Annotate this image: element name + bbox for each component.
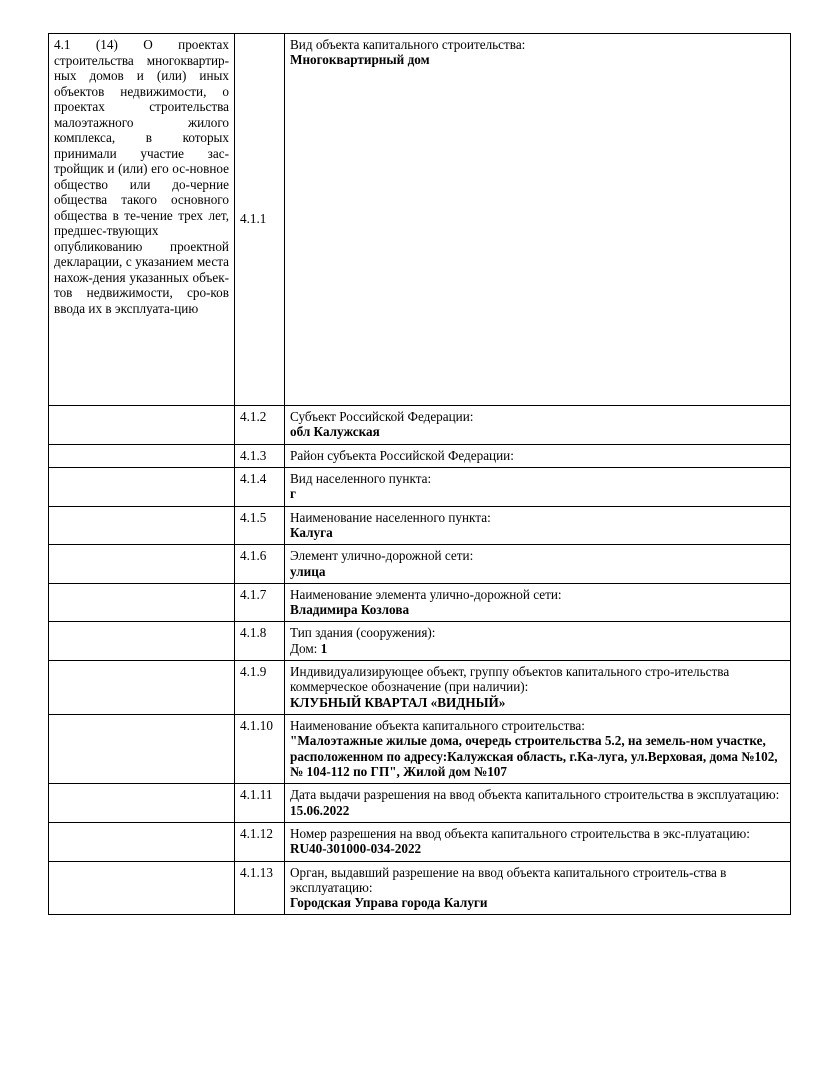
row-label: Тип здания (сооружения): xyxy=(290,625,436,641)
table-row xyxy=(49,661,791,715)
row-label: Субъект Российской Федерации: xyxy=(290,409,474,424)
row-label: Орган, выдавший разрешение на ввод объекта капитального строитель-ства в эксплуатацию: xyxy=(290,864,727,895)
row-content xyxy=(285,506,791,545)
row-code: 4.1.13 xyxy=(235,861,285,915)
table-row xyxy=(49,583,791,622)
table-row xyxy=(49,715,791,784)
declaration-table xyxy=(48,33,791,915)
row-value: улица xyxy=(290,563,326,579)
row-code: 4.1.8 xyxy=(235,622,285,661)
table-row xyxy=(49,467,791,506)
row-value: RU40-301000-034-2022 xyxy=(290,841,422,857)
table-row xyxy=(49,506,791,545)
row-value: Калуга xyxy=(290,524,333,540)
row-value-prefix: Дом: xyxy=(290,640,321,656)
empty-cell xyxy=(49,583,235,622)
empty-cell xyxy=(49,715,235,784)
row-content xyxy=(285,444,791,467)
table-row xyxy=(49,861,791,915)
row-code: 4.1.6 xyxy=(235,545,285,584)
table-row xyxy=(49,622,791,661)
row-content xyxy=(285,622,791,661)
empty-cell xyxy=(49,506,235,545)
row-content xyxy=(285,822,791,861)
row-label: Район субъекта Российской Федерации: xyxy=(290,447,514,463)
row-label: Дата выдачи разрешения на ввод объекта капитального строительства в эксплуатацию: xyxy=(290,787,780,803)
empty-cell xyxy=(49,444,235,467)
row-content xyxy=(285,715,791,784)
row-content xyxy=(285,661,791,715)
table-row xyxy=(49,444,791,467)
row-code: 4.1.3 xyxy=(235,444,285,467)
row-value: Владимира Козлова xyxy=(290,602,410,618)
row-code: 4.1.2 xyxy=(235,406,285,445)
table-row xyxy=(49,34,791,406)
row-content xyxy=(285,467,791,506)
row-label: Вид населенного пункта: xyxy=(290,470,432,486)
row-value: Городская Управа города Калуги xyxy=(290,895,488,911)
row-content xyxy=(285,545,791,584)
table-row xyxy=(49,406,791,445)
row-code: 4.1.7 xyxy=(235,583,285,622)
empty-cell xyxy=(49,784,235,823)
row-code: 4.1.10 xyxy=(235,715,285,784)
table-row xyxy=(49,545,791,584)
row-code: 4.1.12 xyxy=(235,822,285,861)
empty-cell xyxy=(49,861,235,915)
row-value: "Малоэтажные жилые дома, очередь строительства 5.2, на земель-ном участке, расположенном по адресу:Калужская область, г.Ка-луга, ул.Верховая, дома №102, № 104-112 по ГП", Жилой дом №107 xyxy=(290,733,778,779)
empty-cell xyxy=(49,467,235,506)
row-value-inline xyxy=(290,641,785,656)
row-value: г xyxy=(290,486,296,502)
empty-cell xyxy=(49,545,235,584)
row-content xyxy=(285,784,791,823)
table-row xyxy=(49,784,791,823)
empty-cell xyxy=(49,661,235,715)
row-content xyxy=(285,34,791,406)
row-content xyxy=(285,861,791,915)
row-label: Вид объекта капитального строительства: xyxy=(290,37,526,52)
section-title-cell: 4.1 (14) О проектах строительства многоквартир-ных домов и (или) иных объектов недвижимости, о проектах строительства малоэтажного жилого комплекса, в которых принимали участие зас-тройщик и (или) его ос-новное общество или до-черние общества такого основного общества в те-чение трех лет, предшес-твующих опубликованию проектной декларации, с указанием места нахож-дения указанных объек-тов недвижимости, сро-ков ввода их в эксплуата-цию xyxy=(49,34,235,406)
row-label: Наименование элемента улично-дорожной сети: xyxy=(290,586,562,602)
row-value: 15.06.2022 xyxy=(290,802,350,818)
row-value: обл Калужская xyxy=(290,424,380,440)
row-code: 4.1.1 xyxy=(235,34,285,406)
row-code: 4.1.4 xyxy=(235,467,285,506)
row-value: КЛУБНЫЙ КВАРТАЛ «ВИДНЫЙ» xyxy=(290,694,506,710)
empty-cell xyxy=(49,822,235,861)
row-value: Многоквартирный дом xyxy=(290,52,430,68)
row-label: Элемент улично-дорожной сети: xyxy=(290,548,474,564)
row-label: Номер разрешения на ввод объекта капитального строительства в экс-плуатацию: xyxy=(290,825,750,841)
row-value: 1 xyxy=(320,640,328,656)
row-content xyxy=(285,406,791,445)
row-code: 4.1.11 xyxy=(235,784,285,823)
empty-cell xyxy=(49,406,235,445)
empty-cell xyxy=(49,622,235,661)
row-label: Индивидуализирующее объект, группу объектов капитального стро-ительства коммерческое обозначение (при наличии): xyxy=(290,664,730,695)
row-content xyxy=(285,583,791,622)
row-label: Наименование населенного пункта: xyxy=(290,509,491,525)
row-code: 4.1.9 xyxy=(235,661,285,715)
row-code: 4.1.5 xyxy=(235,506,285,545)
table-row xyxy=(49,822,791,861)
row-label: Наименование объекта капитального строительства: xyxy=(290,718,585,733)
